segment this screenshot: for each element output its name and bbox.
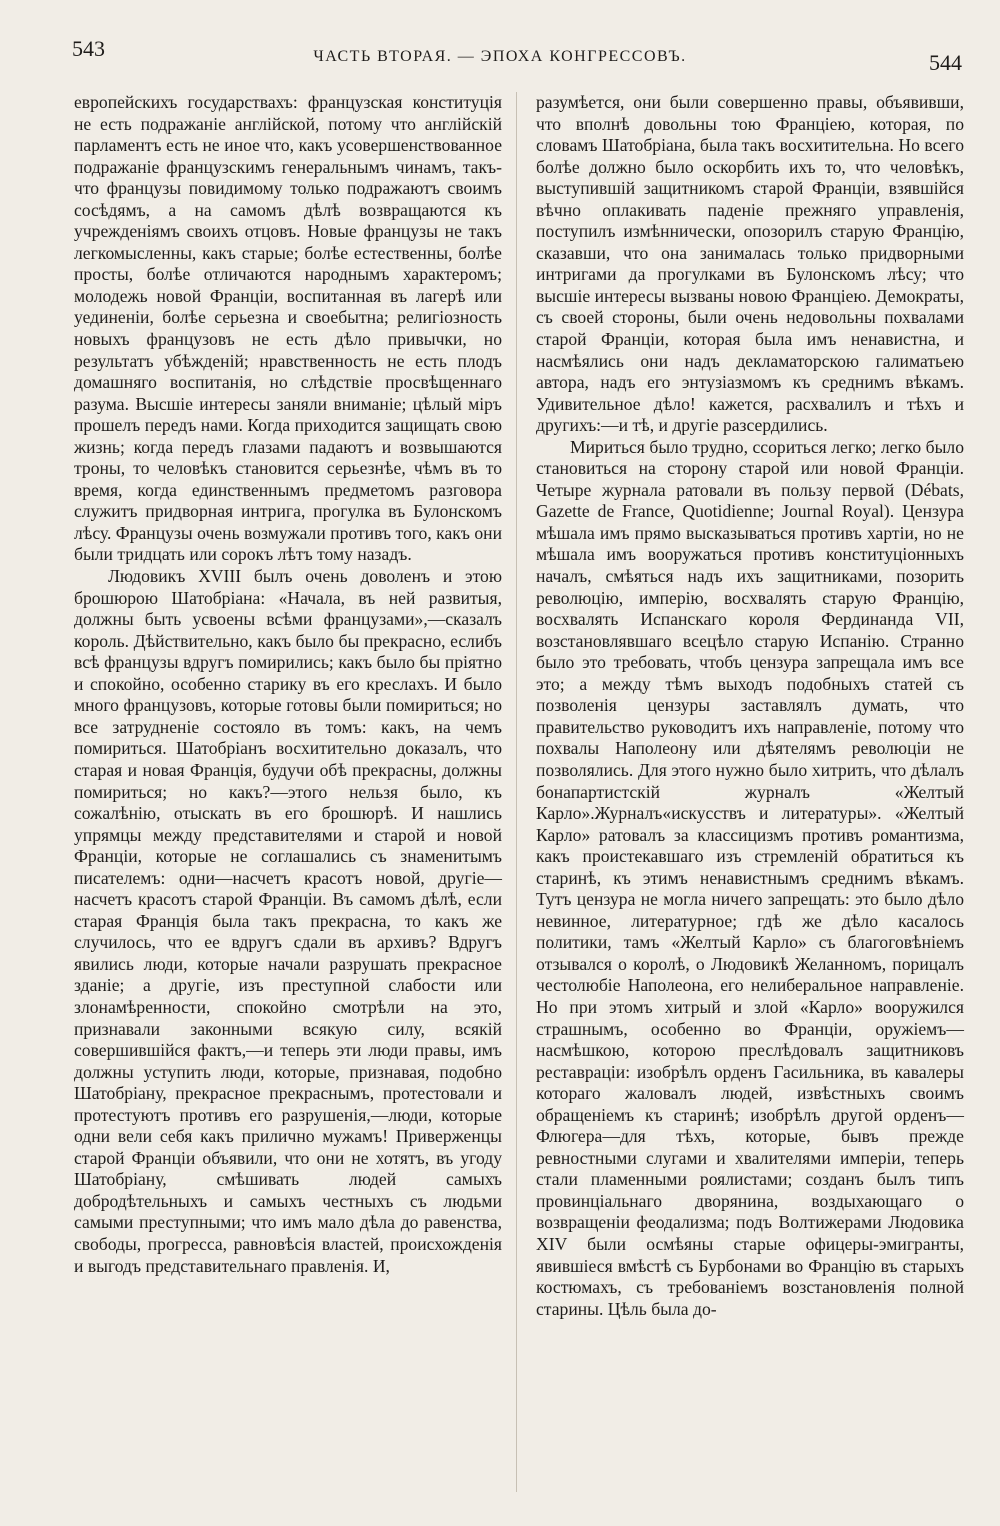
right-column bbox=[536, 92, 964, 1320]
paragraph: европейскихъ государствахъ: французская конституція не есть подражаніе англійской, потому что англійскій парламентъ есть не иное что, какъ усовершенствованное подражаніе французскимъ генеральнымъ чинамъ, такъ-что французы повидимому только подражаютъ своимъ сосѣдямъ, а на самомъ дѣлѣ возвращаются къ учрежденіямъ своихъ отцовъ. Новые французы не такъ легкомысленны, какъ старые; болѣе естественны, болѣе просты, болѣе отличаются народнымъ характеромъ; молодежь новой Франціи, воспитанная въ лагерѣ или уединеніи, болѣе серьезна и своебытна; религіозность новыхъ французовъ не есть дѣло привычки, но результатъ убѣжденій; нравственность не есть плодъ домашняго воспитанія, но слѣдствіе просвѣщеннаго разума. Высшіе интересы заняли вниманіе; цѣлый міръ прошелъ передъ нами. Когда приходится защищать свою жизнь; когда передъ глазами падаютъ и возвышаются троны, то человѣкъ становится серьезнѣе, чѣмъ въ то время, когда единственнымъ предметомъ разговора служитъ придворная интрига, прогулка въ Булонскомъ лѣсу. Французы очень возмужали противъ того, какъ они были тридцать или сорокъ лѣтъ тому назадъ. bbox=[74, 92, 502, 565]
paragraph: разумѣется, они были совершенно правы, объявивши, что вполнѣ довольны тою Франціею, которая, по словамъ Шатобріана, была такъ восхитительна. Но всего болѣе должно было оскорбить ихъ то, что человѣкъ, выступившій защитникомъ старой Франціи, взявшійся вѣчно оплакивать паденіе прежняго управленія, поступилъ измѣннически, опозорилъ старую Францію, сказавши, что она занималась только придворными интригами да прогулками въ Булонскомъ лѣсу; что высшіе интересы вызваны новою Франціею. Демократы, съ своей стороны, были очень недовольны похвалами старой Франціи, которая была имъ ненавистна, и насмѣялись они надъ декламаторскою галиматьею автора, надъ его энтузіазмомъ къ среднимъ вѣкамъ. Удивительное дѣло! кажется, расхвалилъ и тѣхъ и другихъ:—и тѣ, и другіе разсердились. bbox=[536, 92, 964, 436]
paragraph: Людовикъ XVIII былъ очень доволенъ и этою брошюрою Шатобріана: «Начала, въ ней развитыя, должны быть усвоены всѣми французами»,—сказалъ король. Дѣйствительно, какъ было бы прекрасно, еслибъ всѣ французы вдругъ помирились; какъ было бы пріятно и спокойно, особенно старику въ его креслахъ. И было много французовъ, которые готовы были помириться; но все затрудненіе состояло въ томъ: какъ, на чемъ помириться. Шатобріанъ восхитительно доказалъ, что старая и новая Франція, будучи обѣ прекрасны, должны помириться; но какъ?—этого нельзя было, къ сожалѣнію, отыскать въ его брошюрѣ. И нашлись упрямцы между представителями и старой и новой Франціи, которые не соглашались съ знаменитымъ писателемъ: одни—насчетъ красотъ новой, другіе—насчетъ красотъ старой Франціи. Въ самомъ дѣлѣ, если старая Франція была такъ прекрасна, то какъ же случилось, что ее вдругъ сдали въ архивъ? Вдругъ явились люди, которые начали разрушать прекрасное зданіе; а другіе, изъ преступной слабости или злонамѣренности, спокойно смотрѣли на это, признавали законными всякую силу, всякій совершившійся фактъ,—и теперь эти люди правы, имъ должны уступить люди, которые, признавая, подобно Шатобріану, прекрасное прекраснымъ, протестовали и протестуютъ противъ его разрушенія,—люди, которые одни вели себя какъ прилично мужамъ! Приверженцы старой Франціи объявили, что они не хотятъ, въ угоду Шатобріану, смѣшивать людей самыхъ добродѣтельныхъ и самыхъ честныхъ съ людьми самыми преступными; что имъ мало дѣла до равенства, свободы, прогресса, равновѣсія властей, происхожденія и выгодъ представительнаго правленія. И, bbox=[74, 566, 502, 1276]
page-number-right: 544 bbox=[929, 50, 962, 75]
left-column bbox=[74, 92, 502, 1277]
running-title: ЧАСТЬ ВТОРАЯ. — ЭПОХА КОНГРЕССОВЪ. bbox=[313, 48, 687, 65]
page-header bbox=[0, 36, 1000, 76]
page-number-left: 543 bbox=[72, 36, 105, 61]
column-divider bbox=[516, 92, 517, 1492]
paragraph: Мириться было трудно, ссориться легко; легко было становиться на сторону старой или новой Франціи. Четыре журнала ратовали въ пользу первой (Débats, Gazette de France, Quotidienne; Journal Royal). Цензура мѣшала имъ прямо высказываться противъ хартіи, но не мѣшала имъ вооружаться противъ конституціонныхъ началъ, смѣяться надъ ихъ защитниками, позорить революцію, имперію, восхвалять старую Францію, восхвалять Испанскаго короля Фердинанда VII, возстановлявшаго всецѣло старую Испанію. Странно было это требовать, чтобъ цензура запрещала имъ все это; а между тѣмъ выходъ подобныхъ статей съ позволенія цензуры заставлялъ думать, что правительство руководитъ ихъ направленіе, потому что похвалы Наполеону или дѣятелямъ революціи не позволялись. Для этого нужно было хитрить, что дѣлалъ бонапартистскій журналъ «Желтый Карло».Журналъ«искусствъ и литературы». «Желтый Карло» ратовалъ за классицизмъ противъ романтизма, какъ проистекавшаго изъ стремленій обратиться къ старинѣ, къ этимъ ненавистнымъ среднимъ вѣкамъ. Тутъ цензура не могла ничего запрещать: это было дѣло невинное, литературное; гдѣ же дѣло касалось политики, тамъ «Желтый Карло» съ благоговѣніемъ отзывался о королѣ, о Людовикѣ Желанномъ, порицалъ честолюбіе Наполеона, его нелиберальное направленіе. Но при этомъ хитрый и злой «Карло» вооружился страшнымъ, особенно во Франціи, оружіемъ—насмѣшкою, которою преслѣдовалъ защитниковъ реставраціи: изобрѣлъ орденъ Гасильника, въ кавалеры котораго жаловалъ людей, извѣстныхъ своимъ обращеніемъ къ старинѣ; изобрѣлъ другой орденъ—Флюгера—для тѣхъ, которые, бывъ прежде ревностными слугами и хвалителями имперіи, теперь стали пламенными роялистами; созданъ былъ типъ провинціальнаго дворянина, воздыхающаго о возвращеніи феодализма; подъ Волтижерами Людовика XIV были осмѣяны старые офицеры-эмигранты, явившіеся вмѣстѣ съ Бурбонами во Францію въ старыхъ костюмахъ, съ требованіемъ возстановленія полной старины. Цѣль была до- bbox=[536, 436, 964, 1319]
